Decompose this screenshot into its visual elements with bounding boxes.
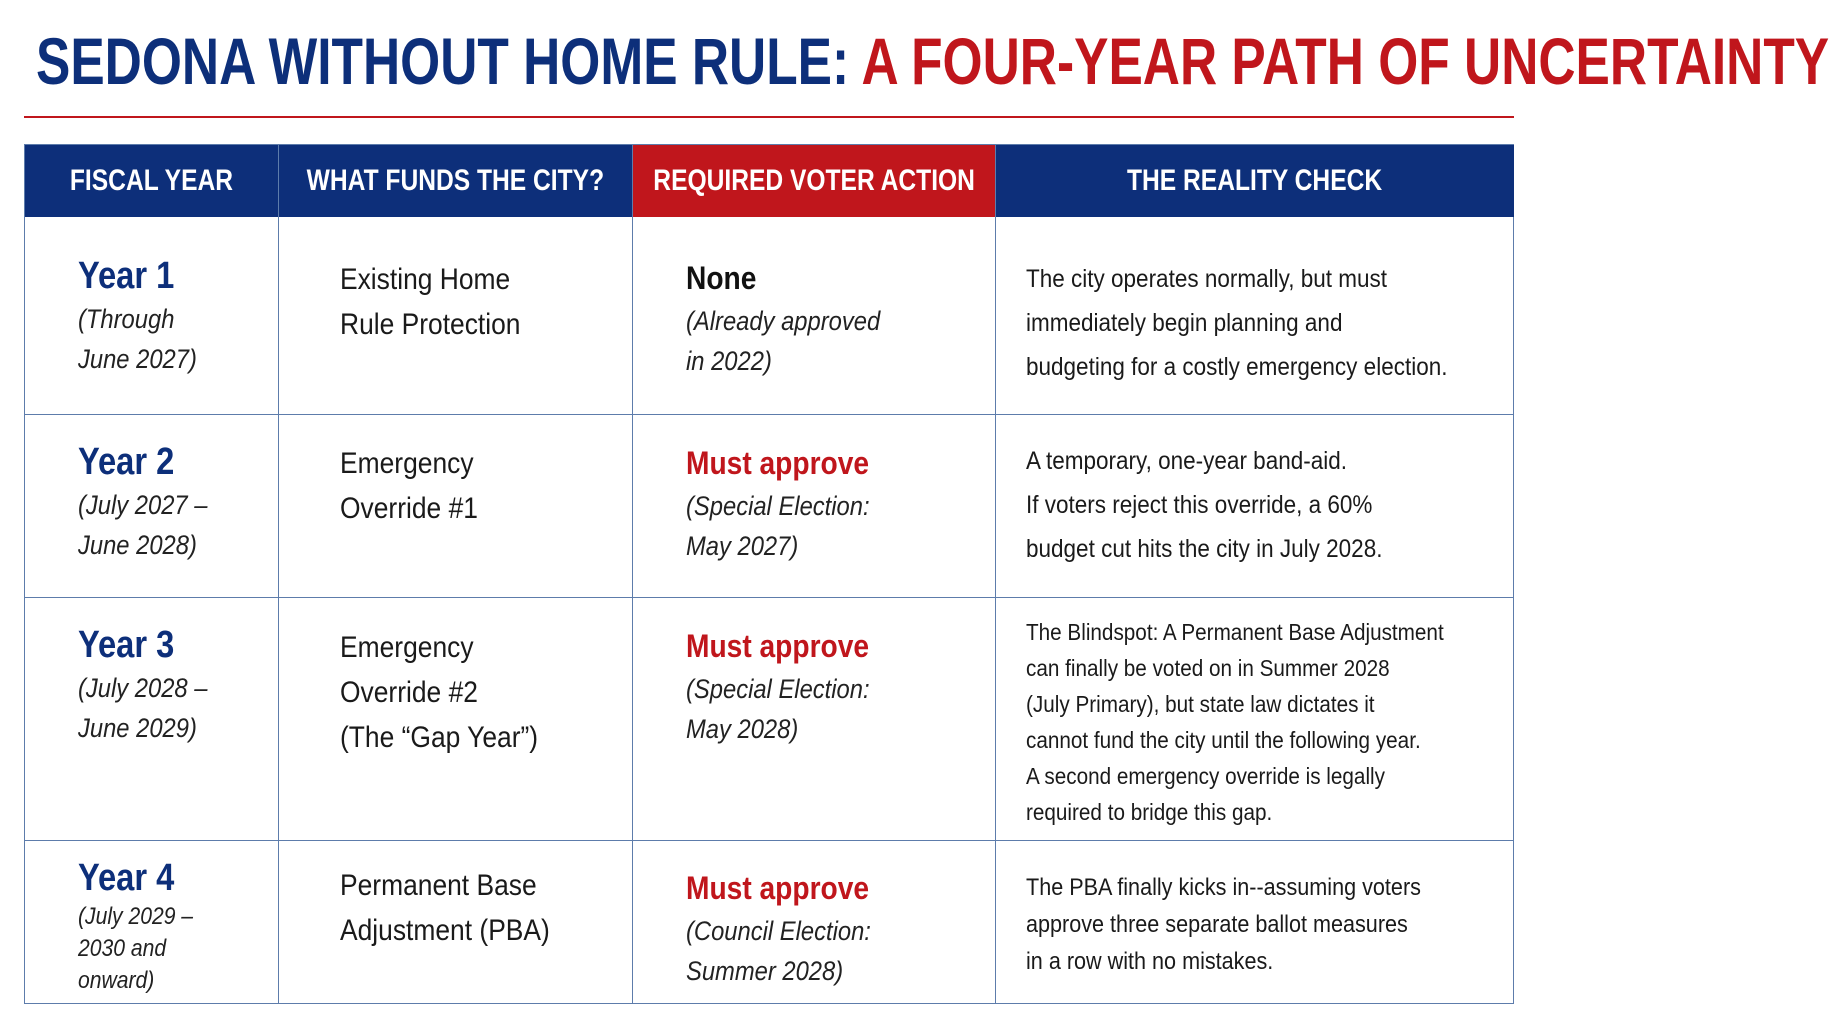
reality-check: The Blindspot: A Permanent Base Adjustment can finally be voted on in Summer 2028 (July Primary), but state law dictates it cannot fund the city until the following year. A second emergency override is legally required to bridge this gap. xyxy=(1026,619,1444,825)
year-label: Year 1 xyxy=(78,255,175,297)
action-note: (Special Election: May 2027) xyxy=(686,491,870,561)
voter-action xyxy=(686,865,986,991)
year-period: (July 2029 – 2030 and onward) xyxy=(78,903,194,994)
title-part-1: SEDONA WITHOUT HOME RULE: xyxy=(36,24,850,98)
voter-action xyxy=(686,440,986,566)
reality-check: A temporary, one-year band-aid. If voters reject this override, a 60% budget cut hits the city in July 2028. xyxy=(1026,447,1383,563)
table-row-year-1 xyxy=(78,253,268,379)
funding-source: Existing Home Rule Protection xyxy=(340,263,521,341)
year-label: Year 2 xyxy=(78,441,175,483)
funding-source: Emergency Override #2 (The “Gap Year”) xyxy=(340,631,539,754)
action-status: None xyxy=(686,260,757,296)
funding-source: Permanent Base Adjustment (PBA) xyxy=(340,869,550,947)
funding-source: Emergency Override #1 xyxy=(340,447,478,525)
page-title xyxy=(36,18,1829,104)
action-note: (Special Election: May 2028) xyxy=(686,674,870,744)
header-voter-action: REQUIRED VOTER ACTION xyxy=(633,145,995,217)
action-note: (Already approved in 2022) xyxy=(686,306,881,376)
table-row-year-4 xyxy=(78,855,268,997)
year-period: (July 2027 – June 2028) xyxy=(78,490,208,560)
row-divider xyxy=(25,414,1513,415)
table-row-year-3 xyxy=(78,622,268,748)
column-divider xyxy=(632,145,633,1003)
column-divider xyxy=(278,145,279,1003)
header-fiscal-year: FISCAL YEAR xyxy=(25,145,278,217)
voter-action xyxy=(686,255,986,381)
row-divider xyxy=(25,597,1513,598)
year-period: (July 2028 – June 2029) xyxy=(78,673,208,743)
action-note: (Council Election: Summer 2028) xyxy=(686,916,871,986)
reality-check: The city operates normally, but must immediately begin planning and budgeting for a costly emergency election. xyxy=(1026,265,1448,381)
row-divider xyxy=(25,840,1513,841)
title-divider xyxy=(24,116,1514,118)
year-label: Year 3 xyxy=(78,624,175,666)
action-status: Must approve xyxy=(686,870,870,906)
action-status: Must approve xyxy=(686,445,870,481)
table-row-year-2 xyxy=(78,439,268,565)
voter-action xyxy=(686,623,986,749)
header-reality-check: THE REALITY CHECK xyxy=(996,145,1514,217)
reality-check: The PBA finally kicks in--assuming voters approve three separate ballot measures in a row with no mistakes. xyxy=(1026,874,1421,975)
year-label: Year 4 xyxy=(78,857,175,899)
header-funds: WHAT FUNDS THE CITY? xyxy=(279,145,632,217)
year-period: (Through June 2027) xyxy=(78,304,197,374)
timeline-table xyxy=(24,144,1514,1004)
title-part-2: A FOUR-YEAR PATH OF UNCERTAINTY xyxy=(861,24,1829,98)
action-status: Must approve xyxy=(686,628,870,664)
column-divider xyxy=(995,145,996,1003)
